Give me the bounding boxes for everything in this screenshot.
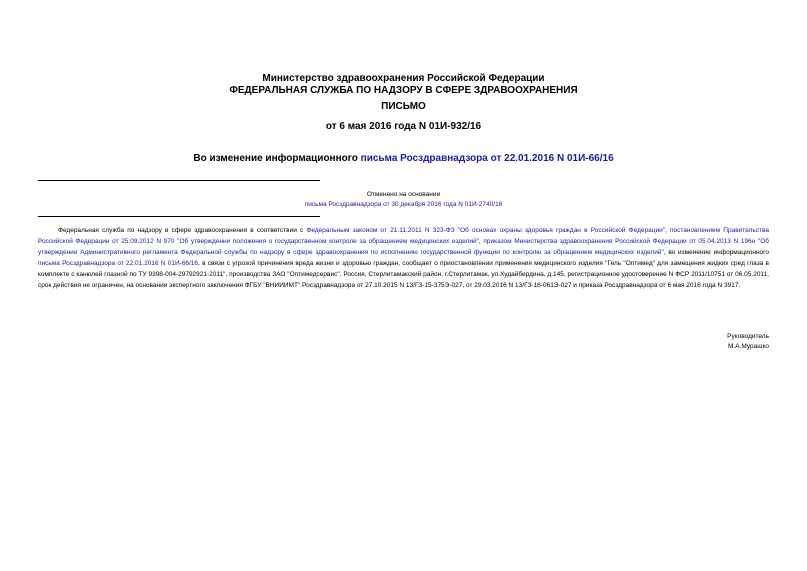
signature-name: М.А.Мурашко xyxy=(727,343,769,350)
subject-link[interactable]: письма Росздравнадзора от 22.01.2016 N 01И-66/16 xyxy=(360,153,614,164)
body-paragraph xyxy=(38,226,769,291)
body-text-3: , xyxy=(478,237,484,245)
law-link[interactable]: Федеральным законом от 21.11.2011 N 323-ФЗ "Об основах охраны здоровья граждан в Российской Федерации" xyxy=(306,227,666,234)
body-text-4: , во изменение информационного xyxy=(663,248,769,256)
cancellation-note: Отменено на основании xyxy=(366,191,441,198)
document-date: от 6 мая 2016 года N 01И-932/16 xyxy=(325,121,482,132)
body-text-1: Федеральная служба по надзору в сфере здравоохранения в соответствии с xyxy=(58,227,307,234)
ministry-name: Министерство здравоохранения Российской Федерации xyxy=(262,73,545,84)
body-text-2: , xyxy=(665,227,671,234)
resolution-link[interactable]: постановлением Правительства Российской Федерации от 25.09.2012 N 970 "Об утверждении положения о государственном контроле за обращением медицинских изделий" xyxy=(38,227,769,245)
body-text-5: , в связи с угрозой причинения вреда жизни и здоровью граждан, сообщает о приостановлении применения медицинского изделия "Гель "Оптимед" для замещения жидких сред глаза в комплекте с канюлей глазной по ТУ 9398-004-29792921-2011", производства ЗАО "Оптимедсервис", Россия, Стерлитамакский район, г.Стерлитамак, ул.Худайбердина, д.145, регистрационное удостоверение N ФСР 2011/10751 от 06.05.2011, срок действия не ограничен, на основании экспертного заключения ФГБУ "ВНИИИМТ" Росздравнадзора от 27.10.2015 N 13/ГЗ-15-375Э-027, от 29.03.2016 N 13/ГЗ-16-061Э-027 и приказа Росздравнадзора от 6 мая 2016 года N 3917. xyxy=(38,259,769,289)
subject-prefix: Во изменение информационного xyxy=(193,153,361,164)
divider-bottom xyxy=(38,216,320,217)
signature-title: Руководитель xyxy=(727,333,769,340)
cancellation-link[interactable]: письма Росздравнадзора от 30 декабря 2016 года N 01И-2740/16 xyxy=(304,201,503,208)
order-link[interactable]: приказом Министерства здравоохранения Российской Федерации от 05.04.2013 N 196н "Об утверждении Административного регламента Федеральной службы по надзору в сфере здравоохранения по исполнению государственной функции по контролю за обращением медицинских изделий" xyxy=(38,237,769,256)
letter-link[interactable]: письма Росздравнадзора от 22.01.2016 N 01И-66/16 xyxy=(38,259,199,267)
divider-top xyxy=(38,180,320,181)
document-type: ПИСЬМО xyxy=(381,101,426,112)
service-name: ФЕДЕРАЛЬНАЯ СЛУЖБА ПО НАДЗОРУ В СФЕРЕ ЗДРАВООХРАНЕНИЯ xyxy=(229,85,578,96)
document-subject xyxy=(0,153,807,165)
